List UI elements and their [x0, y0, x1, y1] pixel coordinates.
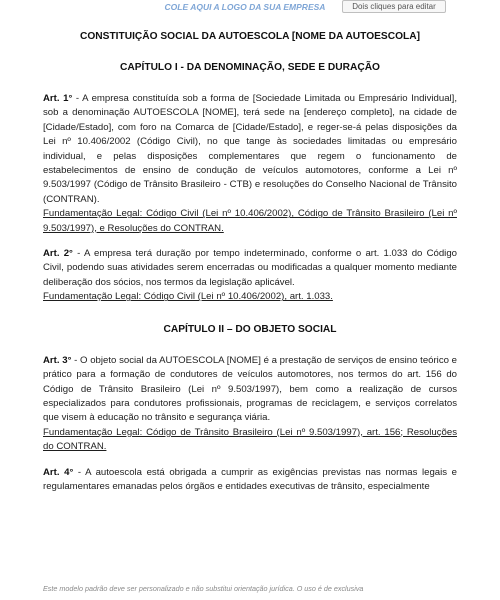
- article-2-text: - A empresa terá duração por tempo indeterminado, conforme o art. 1.033 do Código Civil, podendo suas atividades serem encerradas ou modificadas a qualquer momento mediante deliberação dos sócios, nos termos da legislação aplicável.: [43, 248, 457, 288]
- document-title: CONSTITUIÇÃO SOCIAL DA AUTOESCOLA [NOME DA AUTOESCOLA]: [80, 31, 420, 42]
- article-3-text: - O objeto social da AUTOESCOLA [NOME] é a prestação de serviços de ensino teórico e prático para a formação de condutores de veículos automotores, nos termos do art. 156 do Código de Trânsito Brasileiro (Lei nº 9.503/1997), bem como a realização de cursos especializados para condutores profissionais, programas de reciclagem, e serviços correlatos que visem à educação no trânsito e segurança viária.: [43, 354, 457, 424]
- article-1-label: Art. 1°: [43, 93, 73, 104]
- disclaimer-footer: Este modelo padrão deve ser personalizado e não substitui orientação jurídica. O uso é de exclusiva: [43, 584, 364, 593]
- article-2-label: Art. 2°: [43, 248, 73, 260]
- article-2-legal-basis: Fundamentação Legal: Código Civil (Lei nº 10.406/2002), art. 1.033.: [43, 291, 333, 303]
- top-toolbar: [0, 0, 500, 14]
- edit-button[interactable]: Dois cliques para editar: [342, 0, 446, 13]
- logo-placeholder[interactable]: COLE AQUI A LOGO DA SUA EMPRESA: [164, 2, 326, 12]
- chapter-2-heading: CAPÍTULO II – DO OBJETO SOCIAL: [163, 323, 337, 335]
- chapter-1-heading: CAPÍTULO I - DA DENOMINAÇÃO, SEDE E DURAÇÃO: [120, 62, 380, 73]
- article-4-label: Art. 4°: [43, 466, 74, 478]
- article-1: [43, 92, 457, 207]
- document-page: [43, 30, 457, 494]
- article-3: [43, 354, 457, 426]
- article-4: [43, 466, 457, 495]
- article-1-legal-basis: Fundamentação Legal: Código Civil (Lei nº 10.406/2002), Código de Trânsito Brasileiro (Lei nº 9.503/1997), e Resoluções do CONTRAN.: [43, 208, 457, 234]
- article-4-text: - A autoescola está obrigada a cumprir as exigências previstas nas normas legais e regulamentares emanadas pelos órgãos e entidades executivas de trânsito, especialmente: [43, 466, 457, 492]
- article-3-legal-basis: Fundamentação Legal: Código de Trânsito Brasileiro (Lei nº 9.503/1997), art. 156; Resoluções do CONTRAN.: [43, 426, 457, 453]
- article-1-text: - A empresa constituída sob a forma de [Sociedade Limitada ou Empresário Individual], sob a denominação AUTOESCOLA [NOME], terá sede na [endereço completo], na cidade de [Cidade/Estado], com foro na Comarca de [Cidade/Estado], e reger-se-á pelas disposições da Lei nº 10.406/2002 (Código Civil), no que tange às sociedades limitadas ou empresário individual, e pelas disposições complementares que regem o funcionamento de estabelecimentos de ensino de condução de veículos automotores, conforme a Lei nº 9.503/1997 (Código de Trânsito Brasileiro - CTB) e resoluções do Conselho Nacional de Trânsito (CONTRAN).: [43, 93, 457, 205]
- article-2: [43, 247, 457, 290]
- article-3-label: Art. 3°: [43, 354, 72, 366]
